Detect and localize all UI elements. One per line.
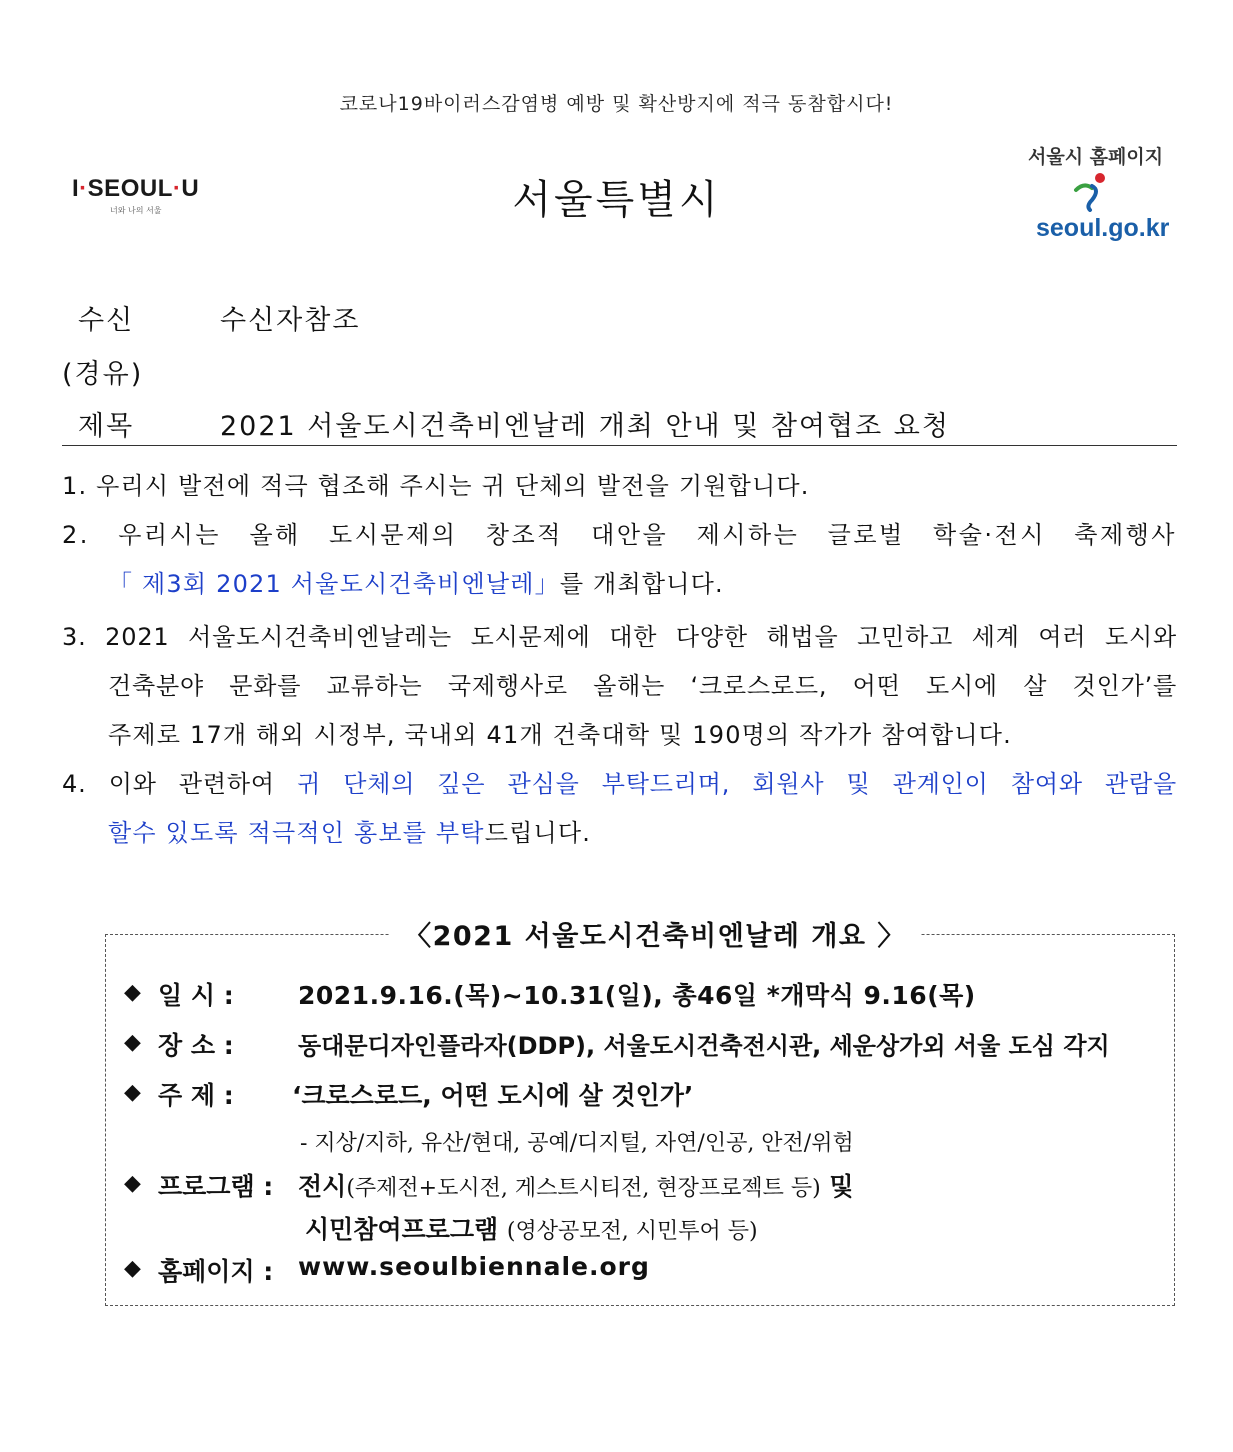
paragraph-4-line-2 [108, 813, 591, 848]
program-line-2 [305, 1210, 758, 1246]
paragraph-2-rest: 를 개최합니다. [559, 570, 724, 598]
campaign-banner: 코로나19바이러스감염병 예방 및 확산방지에 적극 동참합시다! [339, 93, 894, 115]
i-seoul-u-logo: I·SEOUL·U 너와 나의 서울 [72, 175, 200, 215]
homepage-url: seoul.go.kr [1036, 214, 1170, 242]
program-exhibition-detail: (주제전+도시전, 게스트시티전, 현장프로젝트 등) [346, 1176, 821, 1201]
seoul-homepage-logo [1024, 142, 1174, 247]
recipient-label: 수신 [78, 305, 135, 336]
homepage-label: 홈페이지 : [158, 1257, 274, 1286]
paragraph-4-line-1 [62, 764, 1177, 799]
header-divider [62, 445, 1177, 446]
paragraph-2-line-1: 2. 우리시는 올해 도시문제의 창조적 대안을 제시하는 글로벌 학술·전시 축제행사 [62, 521, 1177, 549]
bullet-icon: ◆ [124, 1030, 141, 1055]
theme-label: 주 제 : [158, 1081, 234, 1110]
paragraph-4-request: 귀 단체의 깊은 관심을 부탁드리며, 회원사 및 관계인이 참여와 관람을 [297, 770, 1177, 798]
paragraph-4-plain: 4. 이와 관련하여 [62, 770, 298, 798]
subject-value: 2021 서울도시건축비엔날레 개최 안내 및 참여협조 요청 [220, 411, 950, 442]
theme-value: ‘크로스로드, 어떤 도시에 살 것인가’ [292, 1081, 694, 1110]
venue-label: 장 소 : [158, 1031, 234, 1060]
paragraph-3-line-2: 건축분야 문화를 교류하는 국제행사로 올해는 ‘크로스로드, 어떤 도시에 살 것인가’를 [108, 672, 1177, 700]
organization-title: 서울특별시 [512, 177, 721, 223]
program-citizen-detail: (영상공모전, 시민투어 등) [506, 1219, 758, 1244]
recipient-value: 수신자참조 [220, 305, 361, 336]
via-label: (경유) [62, 359, 144, 390]
bullet-icon: ◆ [124, 980, 141, 1005]
program-citizen: 시민참여프로그램 [305, 1215, 499, 1244]
program-and: 및 [829, 1172, 854, 1201]
homepage-link[interactable]: www.seoulbiennale.org [298, 1252, 650, 1281]
paragraph-3-line-1: 3. 2021 서울도시건축비엔날레는 도시문제에 대한 다양한 해법을 고민하고 세계 여러 도시와 [62, 623, 1177, 651]
paragraph-4-end: 드립니다. [484, 819, 592, 847]
date-label: 일 시 : [158, 981, 234, 1010]
logo-word-i: I [72, 175, 80, 202]
paragraph-4-request-cont: 할수 있도록 적극적인 홍보를 부탁 [108, 819, 485, 847]
theme-keywords: - 지상/지하, 유산/현대, 공예/디지털, 자연/인공, 안전/위험 [300, 1131, 854, 1156]
seoul-emblem-icon [1072, 172, 1112, 212]
paragraph-1: 1. 우리시 발전에 적극 협조해 주시는 귀 단체의 발전을 기원합니다. [62, 472, 810, 500]
homepage-caption: 서울시 홈페이지 [1028, 146, 1164, 168]
bullet-icon: ◆ [124, 1256, 141, 1281]
date-value: 2021.9.16.(목)~10.31(일), 총46일 *개막식 9.16(목) [298, 981, 976, 1010]
biennale-name-highlight: 「 제3회 2021 서울도시건축비엔날레」 [108, 570, 560, 598]
subject-label: 제목 [78, 411, 135, 442]
logo-word-seoul: SEOUL [87, 175, 173, 202]
overview-title: 〈2021 서울도시건축비엔날레 개요 〉 [390, 914, 920, 953]
paragraph-3-line-3: 주제로 17개 해외 시정부, 국내외 41개 건축대학 및 190명의 작가가 참여합니다. [108, 721, 1012, 749]
paragraph-2-line-2 [108, 564, 724, 599]
program-value [298, 1167, 854, 1203]
venue-value: 동대문디자인플라자(DDP), 서울도시건축전시관, 세운상가외 서울 도심 각지 [298, 1032, 1110, 1060]
program-label: 프로그램 : [158, 1172, 274, 1201]
bullet-icon: ◆ [124, 1171, 141, 1196]
logo-tagline: 너와 나의 서울 [110, 206, 162, 215]
logo-word-u: U [181, 175, 200, 202]
program-exhibition: 전시 [298, 1172, 347, 1201]
bullet-icon: ◆ [124, 1080, 141, 1105]
